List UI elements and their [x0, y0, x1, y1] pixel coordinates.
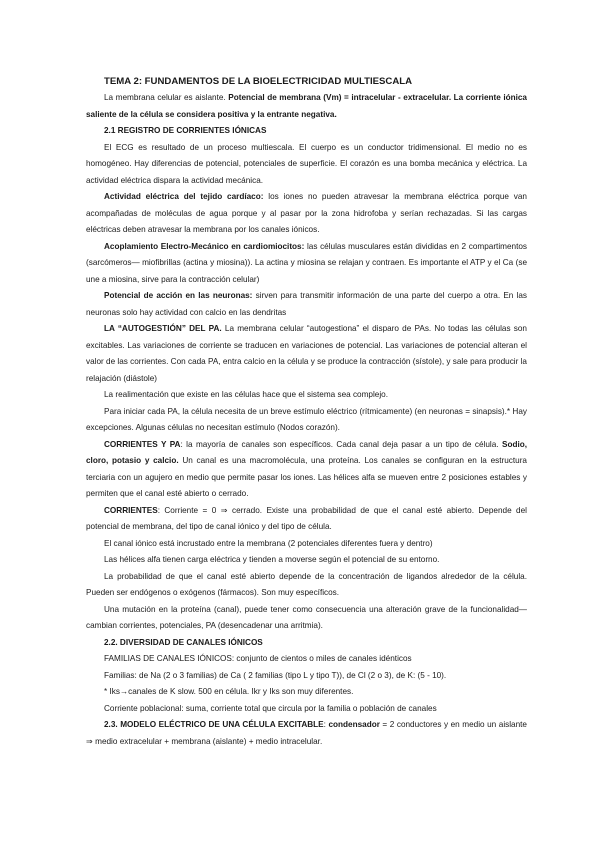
paragraph: El canal iónico está incrustado entre la membrana (2 potenciales diferentes fuera y dentro) [104, 538, 433, 548]
paragraph: Las hélices alfa tienen carga eléctrica y tienden a moverse según el potencial de su entorno. [104, 555, 440, 564]
document-title: TEMA 2: FUNDAMENTOS DE LA BIOELECTRICIDAD MULTIESCALA [104, 76, 413, 87]
paragraph-lead: CORRIENTES [104, 505, 158, 515]
paragraph [86, 503, 527, 536]
paragraph [86, 288, 527, 321]
paragraph: El ECG es resultado de un proceso multiescala. El cuerpo es un conductor tridimensional. El medio no es homogéneo. Hay diferencias de potencial, potenciales de superficie. El corazón es una bomba mecánica y eléctrica. La actividad eléctrica dispara la actividad mecánica. [86, 142, 527, 185]
paragraph-text: los iones no pueden atravesar la membrana eléctrica porque van acompañadas de moléculas de agua porque y al pasar por la zona hidrofoba y serían rechazadas. Si las cargas eléctricas deben atravesar la membrana por los canales iónicos. [86, 192, 527, 234]
section-2-1-heading: 2.1 REGISTRO DE CORRIENTES IÓNICAS [104, 126, 267, 135]
paragraph: La probabilidad de que el canal esté abierto depende de la concentración de ligandos alrededor de la célula. Pueden ser endógenos o exógenos (fármacos). Son muy específicos. [86, 571, 527, 597]
ion-list: Sodio, cloro, potasio y calcio. [86, 439, 527, 465]
paragraph: FAMILIAS DE CANALES IÓNICOS: conjunto de cientos o miles de canales idénticos [104, 654, 412, 663]
paragraph-text: : la mayoría de canales son específicos. Cada canal deja pasar a un tipo de célula. [180, 439, 502, 449]
section-2-3-heading: 2.3. MODELO ELÉCTRICO DE UNA CÉLULA EXCITABLE [104, 720, 324, 729]
paragraph [86, 437, 527, 503]
intro-text: La membrana celular es aislante. [104, 93, 229, 102]
paragraph [86, 321, 527, 387]
paragraph-lead: Potencial de acción en las neuronas: [104, 291, 253, 300]
document-page [86, 74, 527, 750]
separator: : [323, 720, 329, 729]
paragraph [86, 189, 527, 239]
paragraph-text: Un canal es una macromolécula, una proteína. Los canales se configuran en la estructura terciaria con un agujero en medio que permite pasar los iones. Las hélices alfa se mueven entre 2 posiciones estables y permiten que el canal esté abierto o cerrado. [86, 456, 527, 498]
paragraph [86, 239, 527, 289]
section-2-2-heading: 2.2. DIVERSIDAD DE CANALES IÓNICOS [104, 637, 263, 647]
paragraph: Para iniciar cada PA, la célula necesita de un breve estímulo eléctrico (rítmicamente) (en neuronas = sinapsis).* Hay excepciones. Algunas células no necesitan estímulo (Nodos corazón). [86, 406, 527, 432]
paragraph-lead: Actividad eléctrica del tejido cardíaco: [104, 192, 264, 201]
paragraph-lead: LA “AUTOGESTIÓN” DEL PA. [104, 324, 222, 333]
intro-bold-text: Potencial de membrana (Vm) = intracelular - extracelular. La corriente iónica saliente de la célula se considera positiva y la entrante negativa. [86, 93, 527, 119]
paragraph-text: = 2 conductores y en medio un aislante ⇒ medio extracelular + membrana (aislante) + medio intracelular. [86, 720, 527, 746]
paragraph-lead: CORRIENTES Y PA [104, 439, 181, 449]
paragraph: Una mutación en la proteína (canal), puede tener como consecuencia una alteración grave de la funcionalidad— cambian corrientes, potenciales, PA (desencadenar una arritmia). [86, 604, 527, 630]
paragraph-text: : Corriente = 0 ⇒ cerrado. Existe una probabilidad de que el canal esté abierto. Depende del potencial de membrana, del tipo de canal iónico y del tipo de célula. [86, 505, 527, 531]
paragraph-text: sirven para transmitir información de una parte del cuerpo a otra. En las neuronas solo hay actividad con calcio en las dendritas [86, 291, 528, 317]
paragraph: Corriente poblacional: suma, corriente total que circula por la familia o población de canales [104, 703, 437, 713]
paragraph-lead: Acoplamiento Electro-Mecánico en cardiomiocitos: [104, 241, 305, 251]
paragraph: La realimentación que existe en las células hace que el sistema sea complejo. [104, 390, 388, 399]
paragraph-lead: condensador [328, 720, 380, 729]
section-2-3-paragraph [86, 717, 527, 750]
paragraph: * Iks→canales de K slow. 500 en célula. Ikr y Iks son muy diferentes. [104, 687, 354, 696]
paragraph: Familias: de Na (2 o 3 familias) de Ca ( 2 familias (tipo L y tipo T)), de Cl (2 o 3), de K: (5 - 10). [104, 670, 447, 680]
intro-paragraph [86, 90, 527, 123]
paragraph-text: las células musculares están divididas en 2 compartimentos (sarcómeros— miofibrillas (actina y miosina)). La actina y miosina se relajan y contraen. Es importante el ATP y el Ca (se une a miosina, sirve para la contracción celular) [86, 241, 527, 284]
paragraph-text: La membrana celular “autogestiona” el disparo de PAs. No todas las células son excitables. Las variaciones de corriente se traducen en variaciones de potencial. Las variaciones de potencial alteran el valor de las corrientes. Con cada PA, entra calcio en la célula y se produce la contracción (sístole), y sale para producir la relajación (diástole) [86, 324, 527, 383]
